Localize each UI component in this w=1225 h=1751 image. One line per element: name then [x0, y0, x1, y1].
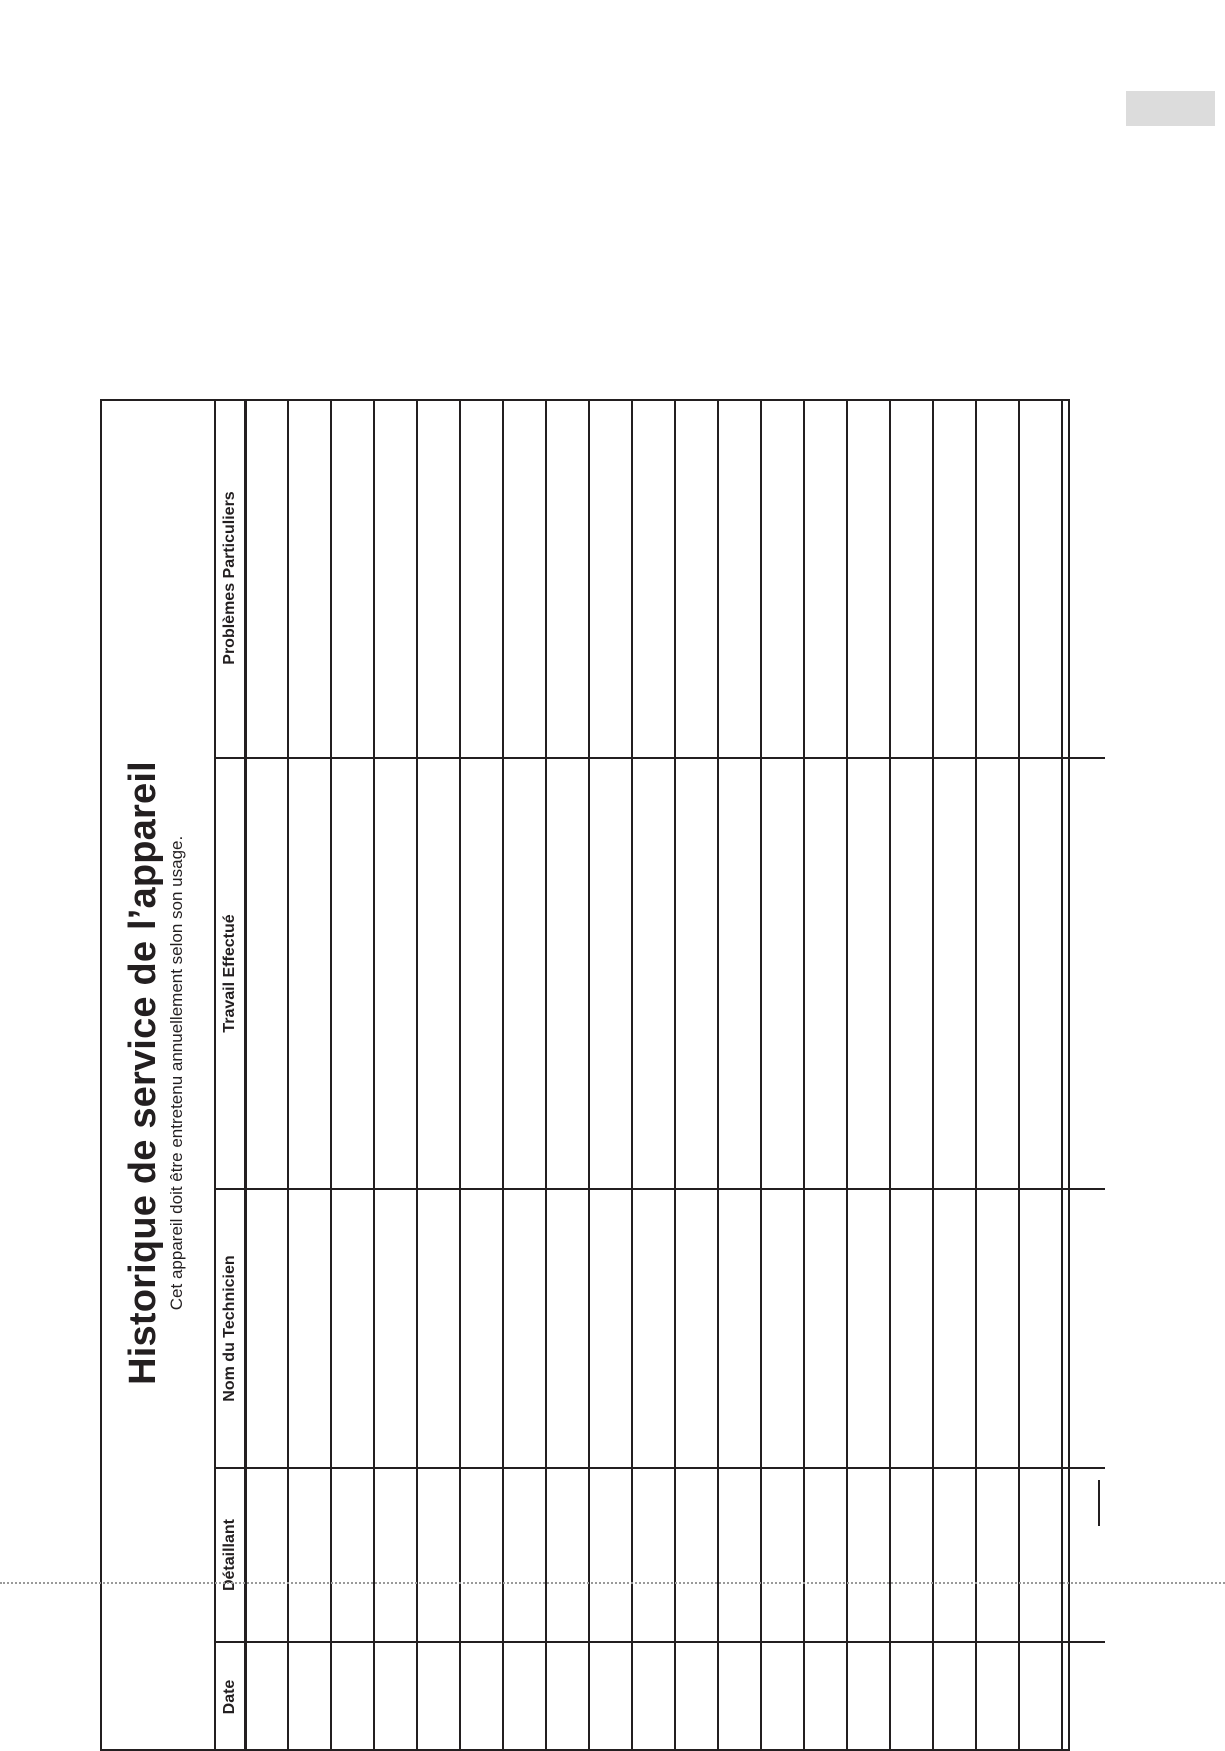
cell-technicien[interactable]: [847, 1189, 890, 1468]
cell-travail[interactable]: [718, 758, 761, 1189]
cell-detaillant[interactable]: [288, 1468, 331, 1642]
cell-travail[interactable]: [976, 758, 1019, 1189]
cell-date[interactable]: [804, 1642, 847, 1751]
cell-problemes[interactable]: [331, 399, 374, 758]
cell-travail[interactable]: [331, 758, 374, 1189]
table-row: [503, 399, 546, 1751]
column-header-travail: Travail Effectué: [215, 758, 245, 1189]
cell-date[interactable]: [675, 1642, 718, 1751]
cell-problemes[interactable]: [1019, 399, 1062, 758]
cell-technicien[interactable]: [245, 1189, 288, 1468]
table-row: [288, 399, 331, 1751]
cell-technicien[interactable]: [976, 1189, 1019, 1468]
cell-detaillant[interactable]: [331, 1468, 374, 1642]
cell-detaillant[interactable]: [374, 1468, 417, 1642]
cell-travail[interactable]: [417, 758, 460, 1189]
cell-problemes[interactable]: [933, 399, 976, 758]
cell-date[interactable]: [718, 1642, 761, 1751]
cell-problemes[interactable]: [546, 399, 589, 758]
cell-problemes[interactable]: [245, 399, 288, 758]
cell-travail[interactable]: [460, 758, 503, 1189]
table-body: [245, 399, 1105, 1751]
cell-detaillant[interactable]: [589, 1468, 632, 1642]
cell-date[interactable]: [890, 1642, 933, 1751]
table-row: [460, 399, 503, 1751]
form-subtitle: Cet appareil doit être entretenu annuellement selon son usage.: [167, 835, 186, 1311]
cell-technicien[interactable]: [933, 1189, 976, 1468]
cell-detaillant[interactable]: [417, 1468, 460, 1642]
cell-date[interactable]: [417, 1642, 460, 1751]
cell-technicien[interactable]: [460, 1189, 503, 1468]
cell-date[interactable]: [933, 1642, 976, 1751]
cell-travail[interactable]: [245, 758, 288, 1189]
cell-technicien[interactable]: [374, 1189, 417, 1468]
cell-problemes[interactable]: [675, 399, 718, 758]
cell-date[interactable]: [761, 1642, 804, 1751]
table-row: [847, 399, 890, 1751]
cell-detaillant[interactable]: [847, 1468, 890, 1642]
table-row: [933, 399, 976, 1751]
column-header-problemes: Problèmes Particuliers: [215, 399, 245, 758]
cell-date[interactable]: [589, 1642, 632, 1751]
table-row: [589, 399, 632, 1751]
cell-problemes[interactable]: [417, 399, 460, 758]
cell-travail[interactable]: [1062, 758, 1105, 1189]
cell-technicien[interactable]: [503, 1189, 546, 1468]
cell-date[interactable]: [1062, 1642, 1105, 1751]
cell-date[interactable]: [847, 1642, 890, 1751]
cell-detaillant[interactable]: [675, 1468, 718, 1642]
cell-problemes[interactable]: [718, 399, 761, 758]
column-header-detaillant: Détaillant: [215, 1468, 245, 1642]
column-header-date: Date: [215, 1642, 245, 1751]
cell-detaillant[interactable]: [632, 1468, 675, 1642]
table-row: [245, 399, 288, 1751]
cell-technicien[interactable]: [1062, 1189, 1105, 1468]
cell-date[interactable]: [976, 1642, 1019, 1751]
cell-problemes[interactable]: [976, 399, 1019, 758]
table-row: [1062, 399, 1105, 1751]
cell-travail[interactable]: [589, 758, 632, 1189]
cell-technicien[interactable]: [718, 1189, 761, 1468]
table-row: [890, 399, 933, 1751]
cell-detaillant[interactable]: [460, 1468, 503, 1642]
cell-technicien[interactable]: [675, 1189, 718, 1468]
cell-problemes[interactable]: [288, 399, 331, 758]
cell-problemes[interactable]: [374, 399, 417, 758]
table-row: [976, 399, 1019, 1751]
service-history-form: [100, 399, 1070, 1751]
cell-travail[interactable]: [761, 758, 804, 1189]
cell-technicien[interactable]: [804, 1189, 847, 1468]
cell-problemes[interactable]: [460, 399, 503, 758]
cell-technicien[interactable]: [589, 1189, 632, 1468]
section-tab-marker: [1126, 91, 1215, 126]
cell-date[interactable]: [331, 1642, 374, 1751]
table-row: [417, 399, 460, 1751]
cell-detaillant[interactable]: [804, 1468, 847, 1642]
cell-problemes[interactable]: [761, 399, 804, 758]
cell-technicien[interactable]: [890, 1189, 933, 1468]
table-row: [546, 399, 589, 1751]
table-header-row: [215, 399, 245, 1751]
cell-problemes[interactable]: [1062, 399, 1105, 758]
cell-technicien[interactable]: [288, 1189, 331, 1468]
cell-detaillant[interactable]: [976, 1468, 1019, 1642]
cell-problemes[interactable]: [589, 399, 632, 758]
cell-date[interactable]: [374, 1642, 417, 1751]
cell-travail[interactable]: [503, 758, 546, 1189]
cell-travail[interactable]: [890, 758, 933, 1189]
cell-problemes[interactable]: [503, 399, 546, 758]
scan-edge-line: [0, 1582, 1225, 1584]
cell-problemes[interactable]: [804, 399, 847, 758]
cell-travail[interactable]: [374, 758, 417, 1189]
cell-detaillant[interactable]: [933, 1468, 976, 1642]
cell-detaillant[interactable]: [890, 1468, 933, 1642]
table-row: [374, 399, 417, 1751]
table-row: [1019, 399, 1062, 1751]
cell-travail[interactable]: [675, 758, 718, 1189]
page-edge-bar: [1098, 1480, 1100, 1526]
cell-detaillant[interactable]: [718, 1468, 761, 1642]
cell-date[interactable]: [245, 1642, 288, 1751]
cell-technicien[interactable]: [546, 1189, 589, 1468]
cell-date[interactable]: [1019, 1642, 1062, 1751]
service-log-table: [214, 399, 1105, 1751]
cell-travail[interactable]: [632, 758, 675, 1189]
cell-technicien[interactable]: [1019, 1189, 1062, 1468]
table-row: [632, 399, 675, 1751]
cell-date[interactable]: [288, 1642, 331, 1751]
cell-date[interactable]: [546, 1642, 589, 1751]
cell-technicien[interactable]: [417, 1189, 460, 1468]
cell-travail[interactable]: [933, 758, 976, 1189]
cell-detaillant[interactable]: [1019, 1468, 1062, 1642]
cell-technicien[interactable]: [761, 1189, 804, 1468]
cell-date[interactable]: [632, 1642, 675, 1751]
table-row: [804, 399, 847, 1751]
cell-detaillant[interactable]: [761, 1468, 804, 1642]
table-row: [675, 399, 718, 1751]
column-header-technicien: Nom du Technicien: [215, 1189, 245, 1468]
cell-travail[interactable]: [546, 758, 589, 1189]
table-row: [761, 399, 804, 1751]
cell-travail[interactable]: [804, 758, 847, 1189]
table-row: [718, 399, 761, 1751]
cell-problemes[interactable]: [847, 399, 890, 758]
cell-technicien[interactable]: [331, 1189, 374, 1468]
table-row: [331, 399, 374, 1751]
cell-detaillant[interactable]: [546, 1468, 589, 1642]
cell-technicien[interactable]: [632, 1189, 675, 1468]
cell-detaillant[interactable]: [503, 1468, 546, 1642]
cell-date[interactable]: [503, 1642, 546, 1751]
cell-travail[interactable]: [847, 758, 890, 1189]
cell-travail[interactable]: [1019, 758, 1062, 1189]
form-header: [102, 397, 214, 1749]
cell-travail[interactable]: [288, 758, 331, 1189]
cell-problemes[interactable]: [890, 399, 933, 758]
cell-problemes[interactable]: [632, 399, 675, 758]
cell-detaillant[interactable]: [245, 1468, 288, 1642]
cell-date[interactable]: [460, 1642, 503, 1751]
form-title: Historique de service de l’appareil: [122, 761, 164, 1385]
